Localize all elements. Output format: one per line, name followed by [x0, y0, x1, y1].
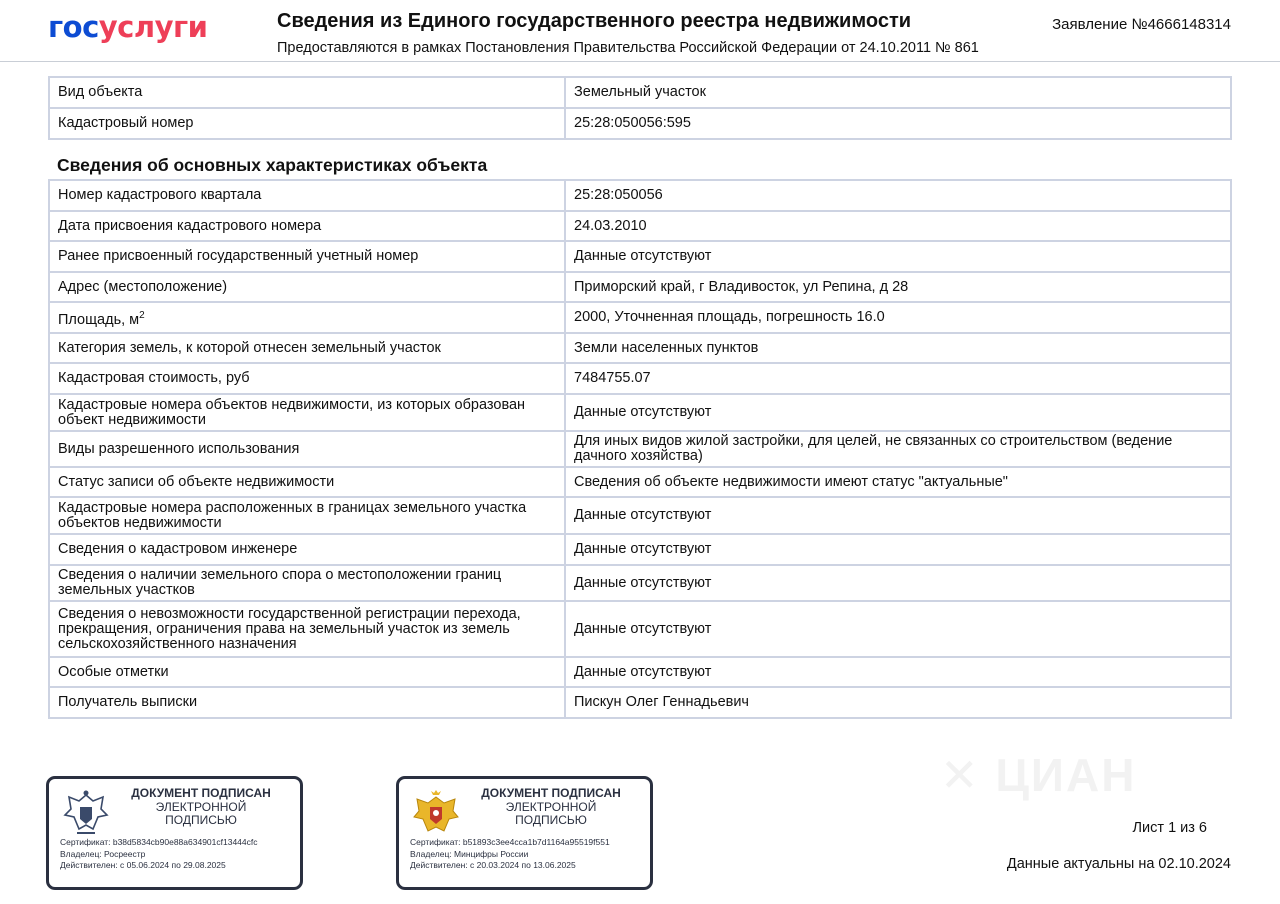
row-value: 25:28:050056 — [565, 180, 1231, 211]
page-number: Лист 1 из 6 — [1132, 820, 1207, 836]
row-key: Сведения о кадастровом инженере — [49, 534, 565, 565]
area-unit-superscript: 2 — [139, 309, 145, 321]
table-row — [49, 565, 1231, 601]
cian-watermark: ✕ ЦИАН — [940, 749, 1137, 801]
row-key: Кадастровые номера расположенных в границах земельного участка объектов недвижимости — [49, 497, 565, 534]
table-row — [49, 241, 1231, 272]
row-value: Сведения об объекте недвижимости имеют статус "актуальные" — [565, 467, 1231, 497]
owner-text: Владелец: Минцифры России — [410, 849, 529, 859]
table-row — [49, 211, 1231, 241]
characteristics-table — [48, 179, 1232, 719]
row-value: 25:28:050056:595 — [565, 108, 1231, 139]
table-row — [49, 302, 1231, 333]
area-label: Площадь, м — [58, 311, 140, 328]
row-key: Сведения о невозможности государственной регистрации перехода, прекращения, ограничения права на земельный участок из земель сельскохозяйственного назначения — [49, 601, 565, 657]
row-value: 24.03.2010 — [565, 211, 1231, 241]
section-title: Сведения об основных характеристиках объекта — [57, 155, 488, 175]
row-key: Вид объекта — [49, 77, 565, 108]
table-row — [49, 363, 1231, 394]
validity-text: Действителен: с 05.06.2024 по 29.08.2025 — [60, 860, 226, 870]
row-value: Данные отсутствуют — [565, 394, 1231, 431]
row-key — [49, 302, 565, 333]
table-row — [49, 77, 1231, 108]
row-value: 2000, Уточненная площадь, погрешность 16.0 — [565, 302, 1231, 333]
document-title: Сведения из Единого государственного реестра недвижимости — [277, 10, 912, 32]
row-value: 7484755.07 — [565, 363, 1231, 394]
validity-text: Действителен: с 20.03.2024 по 13.06.2025 — [410, 860, 576, 870]
certificate-text: Сертификат: b38d5834cb90e88a634901cf13444cfc — [60, 837, 258, 847]
stamp-title: ДОКУМЕНТ ПОДПИСАН ЭЛЕКТРОННОЙ ПОДПИСЬЮ — [131, 786, 271, 827]
certificate-text: Сертификат: b51893c3ee4cca1b7d1164a95519f551 — [410, 837, 610, 847]
row-value: Для иных видов жилой застройки, для целей, не связанных со строительством (ведение дачного хозяйства) — [565, 431, 1231, 467]
row-key: Номер кадастрового квартала — [49, 180, 565, 211]
row-value: Пискун Олег Геннадьевич — [565, 687, 1231, 718]
table-row — [49, 180, 1231, 211]
signature-stamp-rosreestr — [46, 776, 303, 890]
table-row — [49, 467, 1231, 497]
document-subtitle: Предоставляются в рамках Постановления Правительства Российской Федерации от 24.10.2011 № 861 — [277, 40, 979, 56]
rosreestr-emblem-icon — [63, 789, 109, 839]
application-number: Заявление №4666148314 — [1052, 16, 1231, 33]
row-key: Виды разрешенного использования — [49, 431, 565, 467]
row-key: Сведения о наличии земельного спора о местоположении границ земельных участков — [49, 565, 565, 601]
table-row — [49, 534, 1231, 565]
signature-stamp-mintsifry — [396, 776, 653, 890]
row-value: Данные отсутствуют — [565, 534, 1231, 565]
row-key: Кадастровая стоимость, руб — [49, 363, 565, 394]
object-table — [48, 76, 1232, 140]
table-row — [49, 108, 1231, 139]
row-value: Данные отсутствуют — [565, 565, 1231, 601]
row-value: Земельный участок — [565, 77, 1231, 108]
row-key: Адрес (местоположение) — [49, 272, 565, 302]
table-row — [49, 333, 1231, 363]
table-row — [49, 497, 1231, 534]
russia-coat-of-arms-icon — [413, 789, 459, 839]
table-row — [49, 657, 1231, 687]
table-row — [49, 394, 1231, 431]
row-key: Категория земель, к которой отнесен земельный участок — [49, 333, 565, 363]
row-key: Кадастровые номера объектов недвижимости, из которых образован объект недвижимости — [49, 394, 565, 431]
row-key: Статус записи об объекте недвижимости — [49, 467, 565, 497]
row-key: Ранее присвоенный государственный учетный номер — [49, 241, 565, 272]
row-key: Получатель выписки — [49, 687, 565, 718]
table-row — [49, 272, 1231, 302]
data-actual-date: Данные актуальны на 02.10.2024 — [1006, 856, 1231, 872]
row-value: Данные отсутствуют — [565, 497, 1231, 534]
row-key: Дата присвоения кадастрового номера — [49, 211, 565, 241]
row-key: Кадастровый номер — [49, 108, 565, 139]
table-row — [49, 431, 1231, 467]
document-header — [0, 0, 1280, 62]
row-value: Данные отсутствуют — [565, 241, 1231, 272]
owner-text: Владелец: Росреестр — [60, 849, 146, 859]
header-divider — [0, 61, 1280, 62]
row-value: Земли населенных пунктов — [565, 333, 1231, 363]
gosuslugi-logo[interactable]: госуслуги — [48, 10, 208, 44]
table-row — [49, 601, 1231, 657]
stamp-title: ДОКУМЕНТ ПОДПИСАН ЭЛЕКТРОННОЙ ПОДПИСЬЮ — [481, 786, 621, 827]
row-key: Особые отметки — [49, 657, 565, 687]
table-row — [49, 687, 1231, 718]
row-value: Приморский край, г Владивосток, ул Репина, д 28 — [565, 272, 1231, 302]
row-value: Данные отсутствуют — [565, 601, 1231, 657]
row-value: Данные отсутствуют — [565, 657, 1231, 687]
